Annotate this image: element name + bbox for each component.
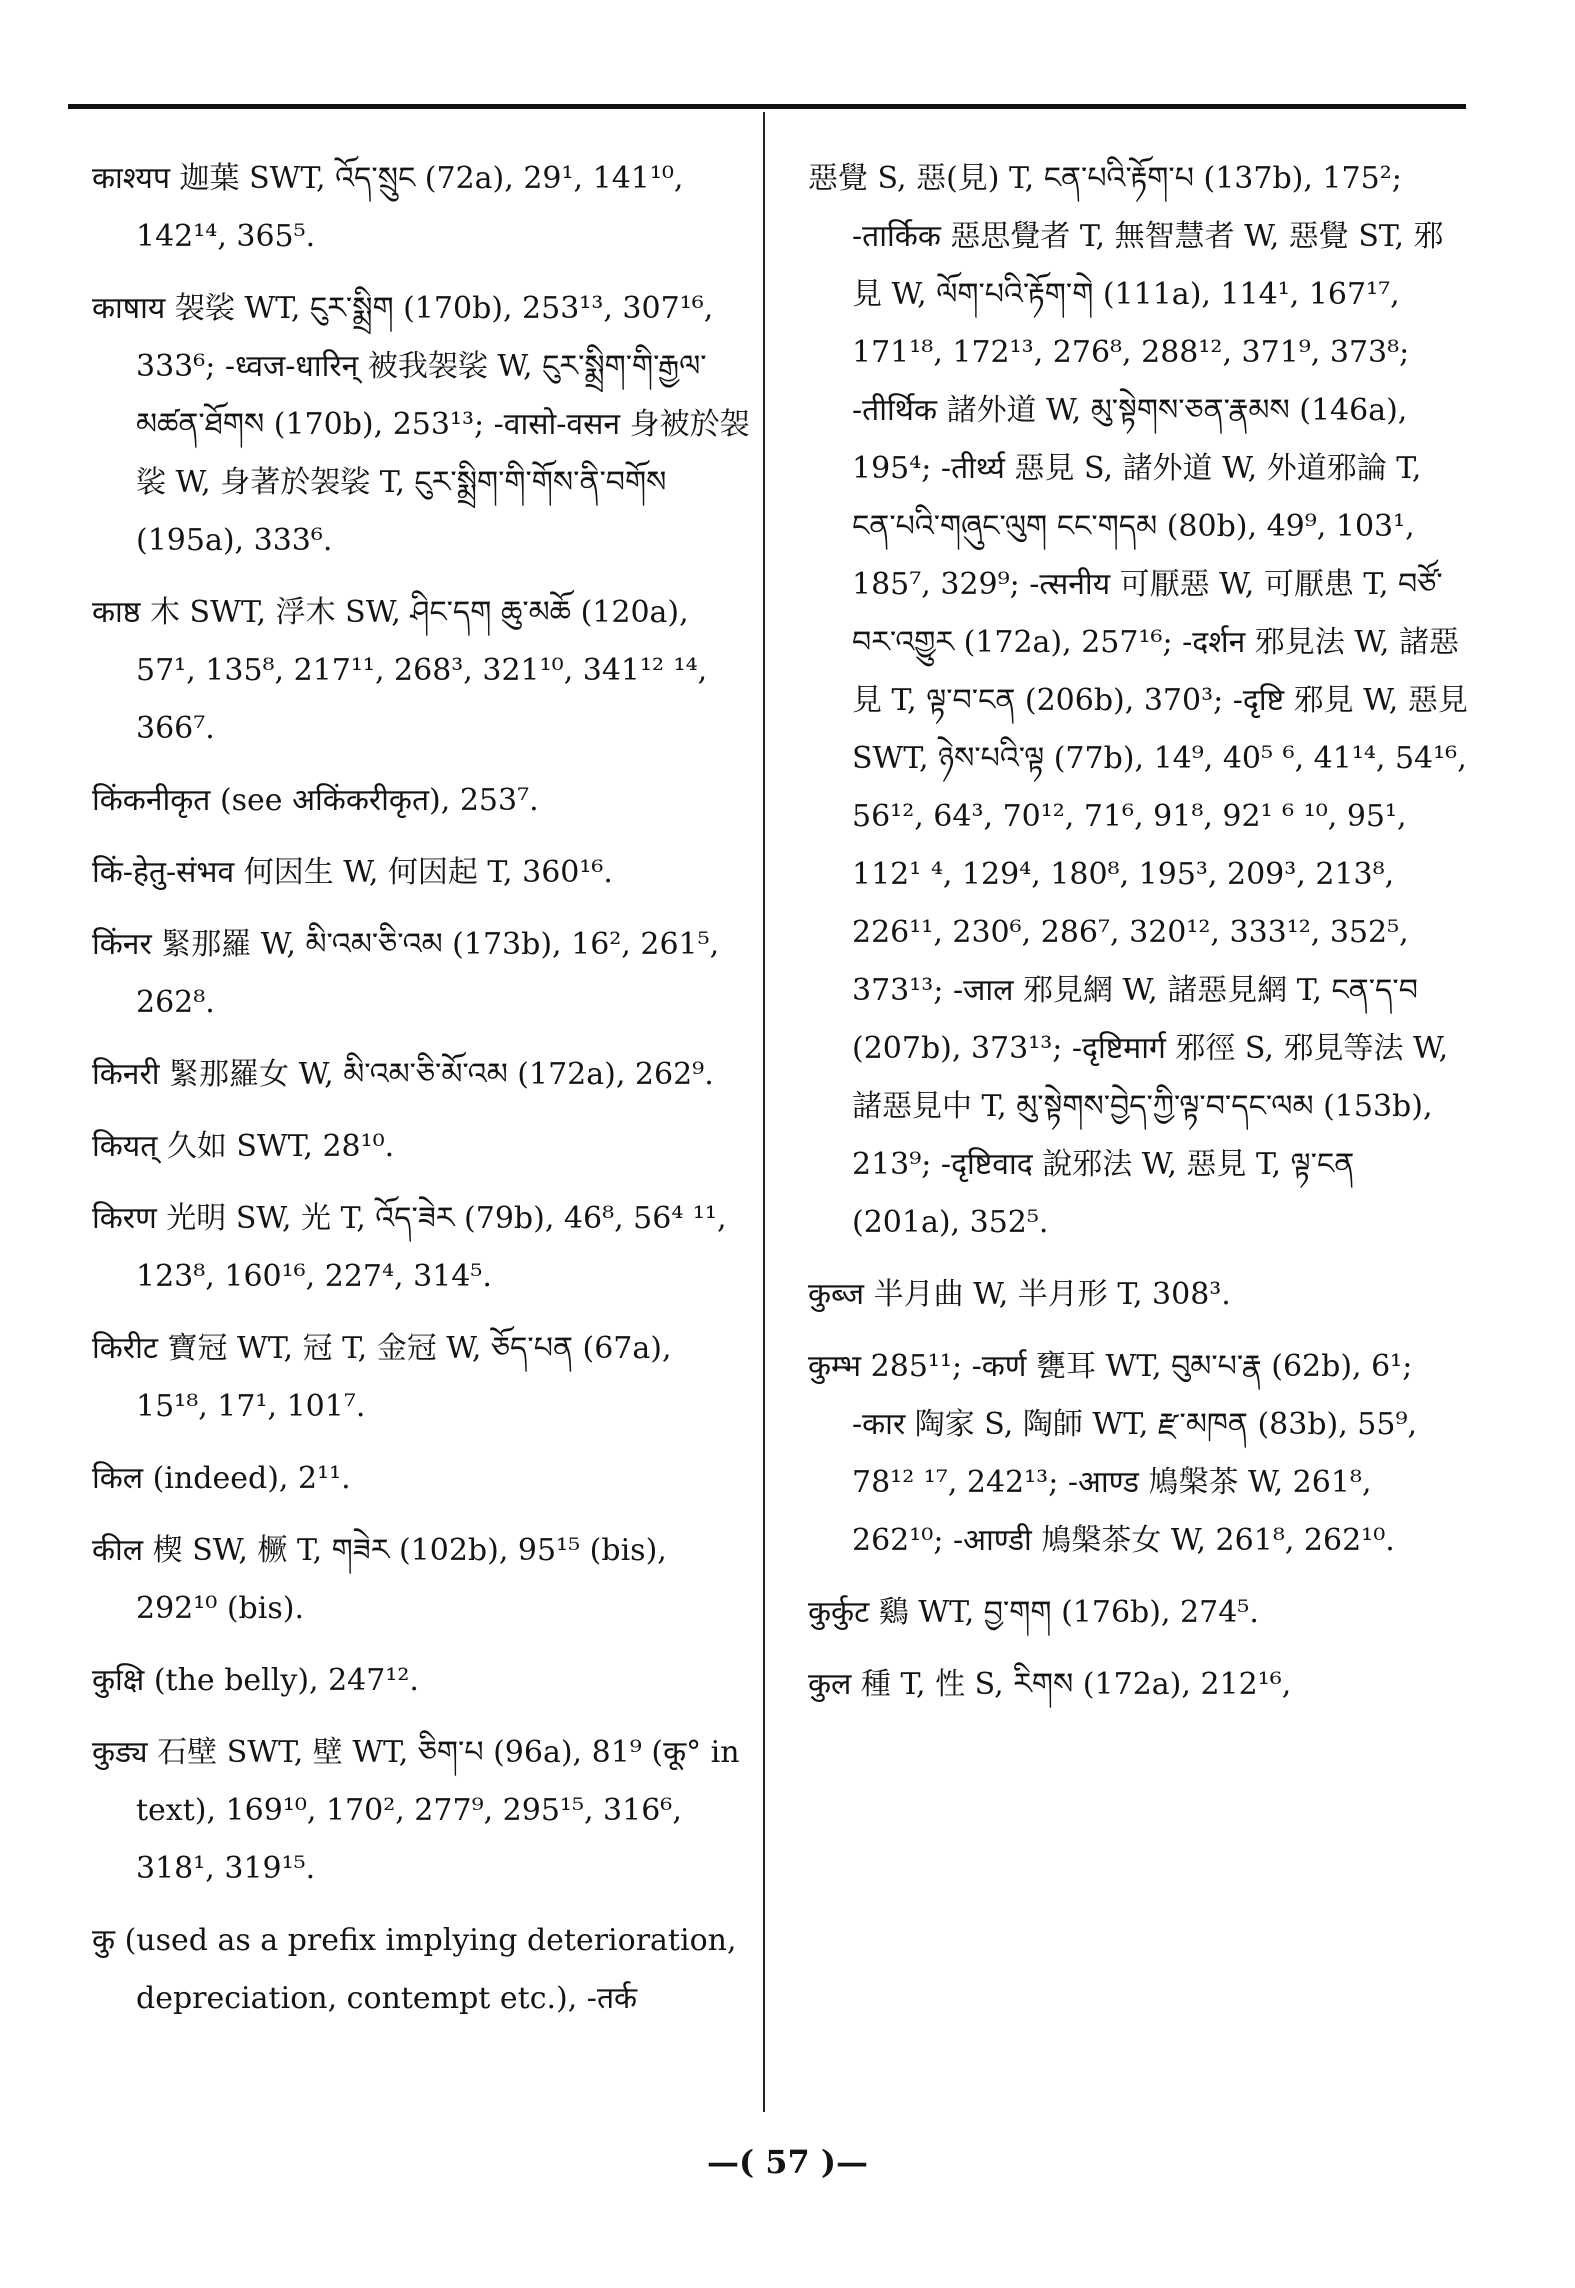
entry: कुब्ज 半月曲 W, 半月形 T, 308³. — [808, 1277, 1231, 1312]
left-column — [92, 150, 752, 2042]
entry-continuation: 惡覺 S, 惡(見) T, ངན་པའི་རྟོག་པ (137b), 175²; -तार्किक 惡思覺者 T, 無智慧者 W, 惡覺 ST, 邪見 W, ལོག་པའི་རྟོག་གེ (111a), 114¹, 167¹⁷, 171¹⁸, 172¹³, 276⁸, 288¹², 371⁹, 373⁸; -तीर्थिक 諸外道 W, མུ་སྟེགས་ཅན་རྣམས (146a), 195⁴; -तीर्थ्य 惡見 S, 諸外道 W, 外道邪論 T, ངན་པའི་གཞུང་ལུག ངང་གདམ (80b), 49⁹, 103¹, 185⁷, 329⁹; -त्सनीय 可厭惡 W, 可厭患 T, བཙོ་བར་འགྱུར (172a), 257¹⁶; -दर्शन 邪見法 W, 諸惡見 T, ལྟ་བ་ངན (206b), 370³; -दृष्टि 邪見 W, 惡見 SWT, ཉེས་པའི་ལྟ (77b), 14⁹, 40⁵ ⁶, 41¹⁴, 54¹⁶, 56¹², 64³, 70¹², 71⁶, 91⁸, 92¹ ⁶ ¹⁰, 95¹, 112¹ ⁴, 129⁴, 180⁸, 195³, 209³, 213⁸, 226¹¹, 230⁶, 286⁷, 320¹², 333¹², 352⁵, 373¹³; -जाल 邪見網 W, 諸惡見網 T, ངན་ད་བ (207b), 373¹³; -दृष्टिमार्ग 邪徑 S, 邪見等法 W, 諸惡見中 T, མུ་སྟེགས་བྱེད་ཀྱི་ལྟ་བ་དང་ལམ (153b), 213⁹; -दृष्टिवाद 說邪法 W, 惡見 T, ལྟ་ངན (201a), 352⁵. — [808, 161, 1468, 1240]
right-column — [808, 150, 1468, 1728]
entry: किं-हेतु-संभव 何因生 W, 何因起 T, 360¹⁶. — [92, 855, 613, 890]
entry: किंकनीकृत (see अकिंकरीकृत), 253⁷. — [92, 783, 539, 818]
entry: किरण 光明 SW, 光 T, འོད་ཟེར (79b), 46⁸, 56⁴ ¹¹, 123⁸, 160¹⁶, 227⁴, 314⁵. — [92, 1201, 727, 1294]
entry: किंनर 緊那羅 W, མི་འམ་ཅི་འམ (173b), 16², 261⁵, 262⁸. — [92, 927, 720, 1020]
page-number: —( 57 )— — [706, 2143, 869, 2181]
column-divider — [763, 112, 765, 2112]
entry: कियत् 久如 SWT, 28¹⁰. — [92, 1129, 395, 1164]
entry: काषाय 袈裟 WT, ངུར་སྨྲིག (170b), 253¹³, 307¹⁶, 333⁶; -ध्वज-धारिन् 被我袈裟 W, ངུར་སྨྲིག་གི་རྒྱལ་མཚན་ཐོགས (170b), 253¹³; -वासो-वसन 身被於袈裟 W, 身著於袈裟 T, ངུར་སྨྲིག་གི་གོས་ནི་བགོས (195a), 333⁶. — [92, 291, 750, 558]
entry: कुम्भ 285¹¹; -कर्ण 甕耳 WT, བུམ་པ་རྣ (62b), 6¹; -कार 陶家 S, 陶師 WT, རྫ་མཁན (83b), 55⁹, 78¹² ¹⁷, 242¹³; -आण्ड 鳩槃茶 W, 261⁸, 262¹⁰; -आण्डी 鳩槃茶女 W, 261⁸, 262¹⁰. — [808, 1349, 1418, 1558]
entry: कुल 種 T, 性 S, རིགས (172a), 212¹⁶, — [808, 1667, 1292, 1702]
entry: कील 楔 SW, 橛 T, གཟེར (102b), 95¹⁵ (bis), 292¹⁰ (bis). — [92, 1533, 667, 1626]
entry: कुक्षि (the belly), 247¹². — [92, 1663, 419, 1698]
entry: किल (indeed), 2¹¹. — [92, 1461, 351, 1496]
entry: किरीट 寶冠 WT, 冠 T, 金冠 W, ཅོད་པན (67a), 15¹⁸, 17¹, 101⁷. — [92, 1331, 672, 1424]
entry: कु (used as a prefix implying deterioration, depreciation, contempt etc.), -तर्क — [92, 1923, 737, 2016]
entry: कुड्य 石壁 SWT, 壁 WT, ཅིག་པ (96a), 81⁹ (कू° in text), 169¹⁰, 170², 277⁹, 295¹⁵, 316⁶, 318¹, 319¹⁵. — [92, 1735, 740, 1886]
entry: कुर्कुट 鷄 WT, བྱ་གག (176b), 274⁵. — [808, 1595, 1259, 1630]
entry: किनरी 緊那羅女 W, མི་འམ་ཅི་མོ་འམ (172a), 262⁹. — [92, 1057, 714, 1092]
top-rule — [68, 104, 1466, 109]
entry: काश्यप 迦葉 SWT, འོད་སྲུང (72a), 29¹, 141¹⁰, 142¹⁴, 365⁵. — [92, 161, 684, 254]
entry: काष्ठ 木 SWT, 浮木 SW, ཤིང་དག ཆུ་མཆོ (120a), 57¹, 135⁸, 217¹¹, 268³, 321¹⁰, 341¹² ¹⁴, 366⁷. — [92, 595, 708, 746]
